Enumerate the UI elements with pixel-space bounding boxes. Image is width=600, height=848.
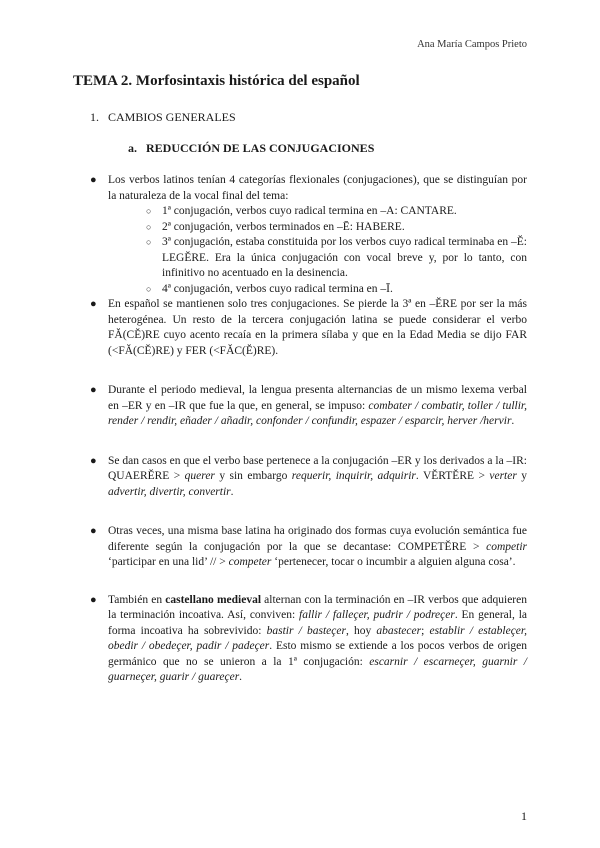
paragraph-text: ; — [421, 624, 430, 637]
paragraph-periodo-medieval — [90, 383, 527, 430]
example-verbs: escarnir / escarneçer, guarnir / guarneçer, guarir / guareçer — [108, 655, 527, 683]
spacer — [90, 500, 527, 524]
subsection-heading — [128, 141, 374, 156]
paragraph-text: Durante el periodo medieval, la lengua presenta alternancias de un mismo lexema verbal en –ER y en –IR que fue la que, en general, se impuso: — [108, 384, 527, 412]
paragraph-text: y — [516, 470, 527, 482]
sublist-item-text: 1ª conjugación, verbos cuyo radical termina en –A: CANTARE. — [162, 205, 457, 217]
paragraph-misma-base — [90, 524, 527, 571]
example-verbs: combater / combatir, toller / tullir, render / rendir, eñader / añadir, confonder / confundir, espazer / esparcir, herver /hervir — [108, 399, 527, 427]
paragraph-text: También en — [108, 593, 166, 606]
bullet-icon: ● — [90, 454, 97, 467]
paragraph-verbo-base — [90, 454, 527, 501]
example-verbs: establir / estableçer, obedir / obedeçer, padir / padeçer — [108, 624, 527, 652]
section-title: CAMBIOS GENERALES — [108, 110, 236, 124]
punctuation: . — [230, 485, 234, 498]
circle-bullet-icon: ○ — [146, 206, 152, 216]
conjugation-sublist — [108, 204, 527, 297]
paragraph-text: ‘participar en una lid’ // > — [108, 556, 229, 568]
example-verbs: fallir / falleçer, pudrir / podreçer — [299, 609, 455, 621]
paragraph-text: , hoy — [345, 624, 377, 637]
paragraph-text: . En general, la forma incoativa ha sobrevivido: — [108, 609, 527, 637]
content-list — [90, 173, 527, 686]
punctuation: . — [239, 671, 243, 683]
bullet-icon: ● — [90, 593, 97, 606]
subsection-letter: a. — [128, 141, 137, 155]
example-verb: querer — [184, 470, 215, 482]
header-author: Ana María Campos Prieto — [417, 39, 527, 50]
circle-bullet-icon: ○ — [146, 221, 152, 232]
section-number: 1. — [90, 110, 99, 124]
page-number: 1 — [521, 809, 527, 823]
circle-bullet-icon: ○ — [146, 283, 152, 294]
paragraph-text: Los verbos latinos tenían 4 categorías flexionales (conjugaciones), que se distinguían por la naturaleza de la vocal final del tema: — [108, 174, 527, 202]
section-heading — [90, 110, 236, 125]
sublist-item-text: 3ª conjugación, estaba constituida por los verbos cuyo radical terminaba en –Ĕ: LEGĔRE. Era la única conjugación con vocal breve y, por lo tanto, con infinitivo no acentuado en la desinencia. — [162, 236, 527, 279]
subsection-title: REDUCCIÓN DE LAS CONJUGACIONES — [146, 141, 375, 155]
example-verb: competer — [228, 556, 272, 568]
punctuation: . — [511, 415, 515, 427]
paragraph-tres-conjugaciones — [90, 297, 527, 359]
spacer — [90, 430, 527, 454]
paragraph-text: Otras veces, una misma base latina ha originado dos formas cuya evolución semántica fue diferente según la conjugación por la que se decantase: COMPETĔRE > — [108, 525, 527, 553]
example-verb: abastecer — [376, 624, 422, 637]
paragraph-conjugaciones-latinas — [90, 173, 527, 297]
example-verbs: advertir, divertir, convertir — [108, 485, 231, 498]
example-verb: competir — [486, 540, 527, 553]
sublist-item-text: 2ª conjugación, verbos terminados en –Ē: HABERE. — [162, 220, 405, 233]
bullet-icon: ● — [90, 174, 97, 186]
paragraph-text: alternan con la terminación en –IR verbos que adquieren la terminación incoativa. Así, conviven: — [108, 593, 527, 621]
paragraph-castellano-medieval — [90, 593, 527, 686]
example-verb: verter — [489, 470, 517, 482]
bold-term: castellano medieval — [165, 593, 262, 606]
example-verbs: bastir / basteçer — [266, 624, 346, 637]
sublist-item — [146, 282, 527, 298]
example-verbs: requerir, inquirir, adquirir — [291, 470, 416, 482]
paragraph-text: y sin embargo — [214, 470, 292, 482]
bullet-icon: ● — [90, 384, 97, 396]
circle-bullet-icon: ○ — [146, 237, 152, 247]
sublist-item-text: 4ª conjugación, verbos cuyo radical termina en –Ī. — [162, 282, 393, 295]
paragraph-text: Se dan casos en que el verbo base pertenece a la conjugación –ER y los derivados a la –IR: QUAERĔRE > — [108, 454, 527, 482]
paragraph-text: ‘pertenecer, tocar o incumbir a alguien alguna cosa’. — [271, 556, 516, 568]
spacer — [90, 571, 527, 593]
bullet-icon: ● — [90, 525, 97, 537]
sublist-item — [146, 235, 527, 282]
bullet-icon: ● — [90, 298, 97, 310]
paragraph-text: . Esto mismo se extiende a los pocos verbos de origen germánico que no se unieron a la 1ª conjugación: — [108, 640, 527, 668]
page-title: TEMA 2. Morfosintaxis histórica del español — [73, 73, 360, 89]
paragraph-text: En español se mantienen solo tres conjugaciones. Se pierde la 3ª en –ĔRE por ser la más heterogénea. Un resto de la tercera conjugación latina se puede considerar el verbo FĂ(CĔ)RE cuyo acento recaía en la primera sílaba y que en la Edad Media se dijo FAR (<FĂ(CĔ)RE) y FER (<FĂC(Ĕ)RE). — [108, 298, 527, 357]
sublist-item — [146, 204, 527, 220]
spacer — [90, 359, 527, 383]
paragraph-text: . VĔRTĔRE > — [415, 470, 490, 482]
sublist-item — [146, 220, 527, 236]
